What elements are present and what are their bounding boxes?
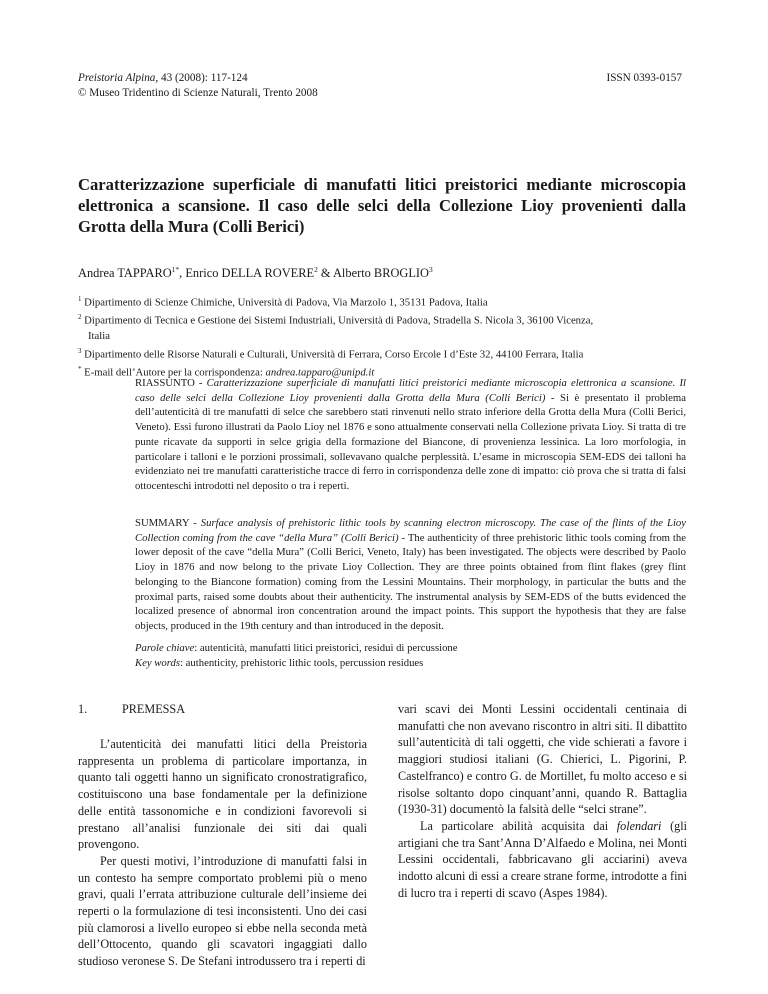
- keywords-english: Key words: authenticity, prehistoric lithic tools, percussion residues: [135, 656, 424, 669]
- issn: ISSN 0393-0157: [606, 72, 682, 84]
- keywords-italian: Parole chiave: autenticità, manufatti litici preistorici, residui di percussione: [135, 642, 458, 654]
- journal-citation: Preistoria Alpina, 43 (2008): 117-124: [78, 72, 248, 84]
- article-title: Caratterizzazione superficiale di manufatti litici preistorici mediante microscopia elettronica a scansione. Il caso delle selci della Collezione Lioy provenienti dalla Grotta della Mura (Colli Berici): [78, 175, 686, 236]
- affiliation-2: $^2$ Dipartimento di Tecnica e Gestione dei Sistemi Industriali, Università di Padova, Stradella S. Nicola 3, 36100 Vicenza,: [78, 313, 594, 327]
- affiliation-1: $^1$ Dipartimento di Scienze Chimiche, Università di Padova, Via Marzolo 1, 35131 Padova, Italia: [78, 295, 488, 309]
- affiliation-2-cont: Italia: [88, 329, 110, 342]
- journal-name: Preistoria Alpina: [78, 72, 156, 84]
- section-heading: 1. PREMESSA: [78, 702, 185, 716]
- riassunto-abstract: RIASSUNTO - Caratterizzazione superficiale di manufatti litici preistorici mediante microscopia elettronica a scansione. Il caso delle selci della Collezione Lioy provenienti dalla Grotta della Mura (Colli Berici) - Si è presentato il problema dell’autenticità di tre manufatti di selce che sarebbero stati rinvenuti nello strato inferiore della Grotta della Mura (Colli Berici, Veneto). Essi furono illustrati da Paolo Lioy nel 1876 e sono attualmente conservati nella Collezione privata Lioy. Si tratta di tre punte ricavate da supporti in selce grigia della formazione del Biancone, di provenienza lessinica. La loro morfologia, in particolare i talloni e le porzioni prossimali, sollevavano qualche perplessità. L’esame in microscopia SEM-EDS dei talloni ha evidenziato nei tre manufatti caratteristiche tracce di ferro in corrispondenza delle zone di impatto: ciò prova che si tratta di falsi ottocenteschi introdotti nel deposito o tra i reperti.: [135, 377, 687, 492]
- summary-abstract: SUMMARY - Surface analysis of prehistoric lithic tools by scanning electron microscopy. The case of the flints of the Lioy Collection coming from the cave “della Mura” (Colli Berici) - The authenticity of three prehistoric lithic tools coming from the lower deposit of the cave “della Mura” (Colli Berici, Veneto, Italy) has been investigated. The objects were described by Paolo Lioy in 1876 and now belong to the private Lioy Collection. They are three points obtained from flint flakes (grey flint belonging to the Biancone formation) coming from the Lessini Mountains. Their morphology, in particular the butts and the proximal parts, raised some doubts about their authenticity. The instrumental analysis by SEM-EDS of the butts evidenced the localized presence of abnormal iron concentration around the impact points. This support the hypothesis that they are false objects, produced in the 19th century and than introduced in the deposit.: [135, 517, 687, 632]
- paragraph-1: L’autenticità dei manufatti litici della Preistoria rappresenta un problema di particolare importanza, in quanto tali oggetti hanno un significato cronostratigrafico, costituiscono una base fondamentale per la definizione delle entità tassonomiche e in condizioni favorevoli si prestano all’analisi funzionale dei siti dai quali provengono.: [78, 737, 367, 852]
- body-column-right: [398, 701, 687, 901]
- keywords: [135, 641, 686, 670]
- journal-header: [78, 71, 318, 101]
- paragraph-3: La particolare abilità acquisita dai folendari (gli artigiani che tra Sant’Anna D’Alfaedo e Molina, nei Monti Lessini occidentali, fabbricavano gli acciarini) aveva indotto alcuni di essi a creare strane forme, introdotte a fini di lucro tra i reperti di scavo (Aspes 1984).: [398, 818, 687, 900]
- corresponding-email: * E-mail dell’Autore per la corrispondenza: andrea.tapparo@unipd.it: [78, 364, 375, 379]
- email-link[interactable]: andrea.tapparo@unipd.it: [265, 366, 375, 379]
- paragraph-2: Per questi motivi, l’introduzione di manufatti falsi in un contesto ha sempre comportato problemi più o meno gravi, quali l’errata attribuzione culturale dell’insieme dei reperti o la formulazione di tesi inconsistenti. Uno dei casi più clamorosi a livello europeo si ebbe nella seconda metà dell’Ottocento, quando gli scavatori ingaggiati dallo studioso veronese S. De Stefani introdussero tra i reperti di: [78, 853, 367, 969]
- body-column-left: [78, 701, 367, 970]
- author-line: Andrea $TAPPARO^{1*}$, Enrico DELLA ROVERE$^2$ & Alberto BROGLIO$^3$: [78, 265, 433, 281]
- affiliation-3: $^3$ Dipartimento delle Risorse Naturali e Culturali, Università di Ferrara, Corso Ercole I d’Este 32, 44100 Ferrara, Italia: [78, 346, 584, 361]
- copyright-line: © Museo Tridentino di Scienze Naturali, Trento 2008: [78, 87, 318, 99]
- affiliations: [78, 292, 686, 380]
- paragraph-2-continued: vari scavi dei Monti Lessini occidentali centinaia di manufatti che non avevano riscontro in altri siti. Il dibattito sull’autenticità di tali oggetti, che vide schierati a favore i maggiori studiosi italiani (G. Chierici, L. Pigorini, P. Castelfranco) e contro G. de Mortillet, fu molto acceso e si risolse soltanto dopo cinquant’anni, quando R. Battaglia (1930-31) documentò la falsità delle “selci strane”.: [398, 702, 687, 817]
